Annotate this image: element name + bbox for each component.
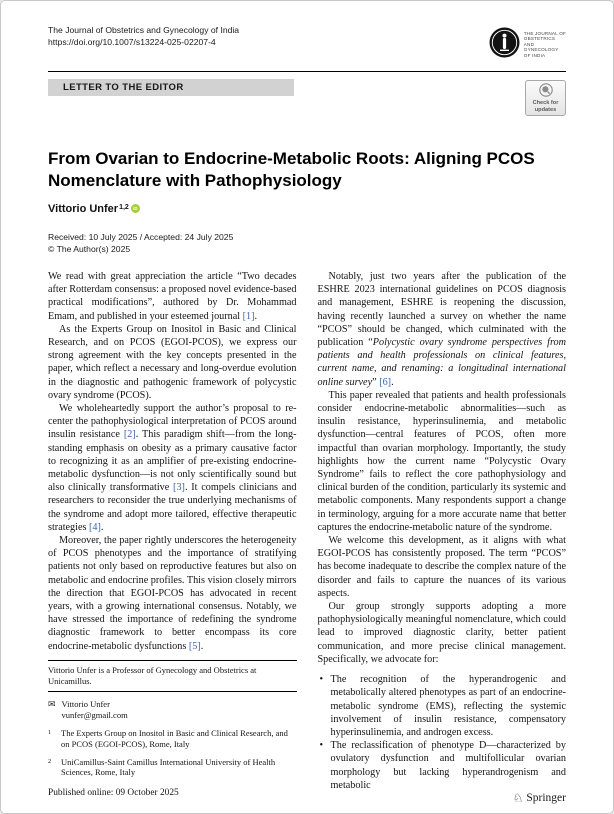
correspondence-email[interactable]: vunfer@gmail.com <box>61 710 128 721</box>
published-online: Published online: 09 October 2025 <box>48 788 179 798</box>
article-dates <box>48 232 566 255</box>
page-header <box>48 25 566 63</box>
journal-name: The Journal of Obstetrics and Gynecology of India <box>48 25 240 35</box>
cited-survey-title: Polycystic ovary syndrome perspectives from patients and health professionals on clinical features, current name, and renaming: a longitudinal international online survey <box>317 337 566 388</box>
citation-link[interactable]: [6] <box>379 376 392 388</box>
article-title: From Ovarian to Endocrine-Metabolic Roots: Aligning PCOS Nomenclature with Pathophysiology <box>48 149 535 190</box>
footnote-divider <box>48 660 297 661</box>
author-line <box>48 203 566 215</box>
paragraph: As the Experts Group on Inositol in Basic and Clinical Research, and on PCOS (EGOI-PCOS), we express our strong agreement with the key concepts presented in the paper, which reflect a necessary and long-overdue evolution in the diagnostic and pathogenic framework of polycystic ovary syndrome (PCOS). <box>48 323 297 401</box>
paragraph: We wholeheartedly support the author’s proposal to re-center the pathophysiological interpretation of PCOS around insulin resistance [2]. This paradigm shift—from the long-standing emphasis on obesity as a primary causative factor to recognizing it as an amplifier of pre-existing endocrine-metabolic dysfunction—is not only scientifically sound but also clinically transformative [3]. It compels clinicians and researchers to reconsider the true underlying mechanisms of the syndrome and adopt more tailored, effective therapeutic strategies [4]. <box>48 403 297 533</box>
article-body <box>48 270 566 810</box>
doi-link[interactable]: https://doi.org/10.1007/s13224-025-02207-4 <box>48 36 216 47</box>
author-name: Vittorio Unfer <box>48 203 119 215</box>
list-item: • The recognition of the hyperandrogenic and metabolically altered phenotypes as part of an endocrine-metabolic syndrome (EMS), reflecting the systemic involvement of insulin resistance, compensatory hyperinsulinemia, and androgen excess. <box>331 673 567 739</box>
citation-link[interactable]: [5] <box>188 640 201 652</box>
citation-link[interactable]: [2] <box>123 429 136 441</box>
springer-logo: ♘ Springer <box>512 790 566 805</box>
journal-logo-text: THE JOURNAL OF OBSTETRICS AND GYNECOLOGY OF INDIA <box>523 31 566 58</box>
journal-emblem-icon <box>489 27 520 63</box>
paragraph: Notably, just two years after the publication of the ESHRE 2023 international guidelines on PCOS diagnosis and management, ESHRE is reopening the discussion, having recently launched a survey on whether the name “PCOS” should be changed, which culminated with the publication “Polycystic ovary syndrome perspectives from patients and health professionals on clinical features, current name, and renaming: a longitudinal international online survey” [6]. <box>317 271 566 388</box>
advocacy-list <box>318 673 567 792</box>
envelope-icon: ✉ <box>48 699 56 710</box>
affiliation-item: 1 The Experts Group on Inositol in Basic and Clinical Research, and on PCOS (EGOI-PCOS), Rome, Italy <box>48 728 288 749</box>
article-type-banner: LETTER TO THE EDITOR <box>48 79 294 96</box>
paragraph: This paper revealed that patients and health professionals consider endocrine-metabolic abnormalities—such as insulin resistance, hyperinsulinemia, and metabolic dysfunction—central features of PCOS, often more impactful than ovarian morphology. Importantly, the study highlights how the current name “Polycystic Ovary Syndrome” fails to reflect the core pathophysiology and clinical burden of the condition, particularly its systemic and metabolic components. Many respondents support a change in terminology, arguing for a more accurate name that better captures the endocrine-metabolic nature of the syndrome. <box>317 389 566 533</box>
affiliation-markers: 1,2 <box>119 204 129 211</box>
header-divider <box>48 71 566 72</box>
correspondence-block <box>48 699 297 721</box>
magnifier-icon <box>539 83 553 99</box>
springer-knight-icon: ♘ <box>512 790 524 805</box>
paragraph: Moreover, the paper rightly underscores the heterogeneity of PCOS phenotypes and the importance of stratifying patients not only based on reproductive features but also on metabolic and endocrine profiles. This vision closely mirrors the direction that EGOI-PCOS has advocated in recent years, with a growing international consensus. Notably, we have stressed the importance of redefining the syndrome diagnostic framework to better encompass its core endocrine-metabolic dysfunctions [5]. <box>48 535 297 652</box>
paragraph: We read with great appreciation the article “Two decades after Rotterdam consensus: a proposed novel evidence-based practical modifications”, authored by Dr. Mohammad Emam, and published in your esteemed journal [1]. <box>48 271 297 322</box>
footnote-block <box>48 660 297 778</box>
citation-link[interactable]: [3] <box>173 482 185 494</box>
list-item: • The reclassification of phenotype D—characterized by ovulatory dysfunction and multifollicular ovarian morphology but lacking hyperandrogenism and metabolic <box>331 739 567 792</box>
orcid-icon[interactable]: iD <box>131 204 140 213</box>
correspondence-name: Vittorio Unfer <box>61 699 110 710</box>
citation-link[interactable]: [1] <box>242 310 255 322</box>
affiliation-item: 2 UniCamillus-Saint Camillus International University of Health Sciences, Rome, Italy <box>48 756 276 778</box>
footnote-divider <box>48 691 297 692</box>
received-accepted: Received: 10 July 2025 / Accepted: 24 July 2025 <box>48 232 234 242</box>
copyright-line: © The Author(s) 2025 <box>48 243 131 254</box>
paragraph: Our group strongly supports adopting a more pathophysiologically meaningful nomenclature, which could lead to improved diagnostic clarity, better patient communication, and more precise clinical management. Specifically, we advocate for: <box>317 601 566 665</box>
right-column <box>318 270 567 810</box>
left-column <box>48 270 297 810</box>
paragraph: We welcome this development, as it aligns with what EGOI-PCOS has consistently proposed. The term “PCOS” has become inadequate to describe the complex nature of the disorder and fails to capture the nuances of its various aspects. <box>317 535 566 599</box>
citation-link[interactable]: [4] <box>89 521 101 533</box>
author-bio-footnote: Vittorio Unfer is a Professor of Gynecology and Obstetrics at Unicamillus. <box>48 664 257 686</box>
journal-logo <box>489 27 566 63</box>
check-for-updates-badge[interactable]: Check for updates <box>525 80 566 116</box>
